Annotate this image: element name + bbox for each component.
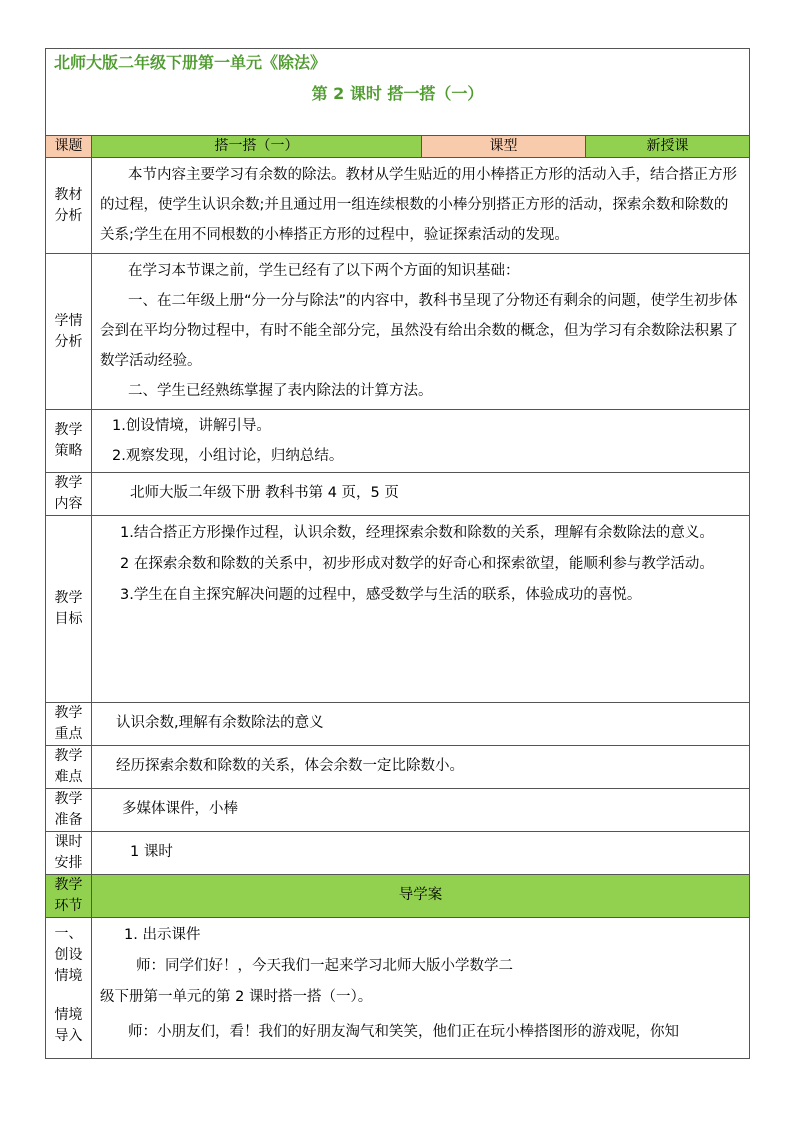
strategy-cell [92,410,750,473]
key-point-label: 教学重点 [46,703,92,746]
type-value: 新授课 [586,136,750,158]
preparation-text: 多媒体课件，小棒 [92,789,750,832]
strategy-item-2: 2.观察发现，小组讨论，归纳总结。 [112,448,344,464]
title-line-1: 北师大版二年级下册第一单元《除法》 [54,53,327,72]
step1-label [46,918,92,1059]
key-point-text: 认识余数,理解有余数除法的意义 [92,703,750,746]
step1-label-a: 一、创设情境 [54,926,83,984]
title-line-2: 第 2 课时 搭一搭（一） [311,84,484,104]
step1-line-3: 级下册第一单元的第 2 课时搭一搭（一）。 [100,989,373,1005]
step1-line-2: 师：同学们好！，今天我们一起来学习北师大版小学数学二 [136,958,513,974]
topic-label: 课题 [46,136,92,158]
learner-analysis [92,254,750,410]
material-analysis [92,158,750,254]
difficulty-text: 经历探索余数和除数的关系，体会余数一定比除数小。 [92,746,750,789]
step1-content [92,918,750,1059]
difficulty-label: 教学难点 [46,746,92,789]
content-text: 北师大版二年级下册 教科书第 4 页，5 页 [92,473,750,516]
topic-value: 搭一搭（一） [92,136,422,158]
goals-cell [92,516,750,703]
step1-line-4: 师：小朋友们，看！我们的好朋友淘气和笑笑，他们正在玩小棒搭图形的游戏呢，你知 [128,1024,679,1040]
goal-item-3: 3.学生在自主探究解决问题的过程中，感受数学与生活的联系，体验成功的喜悦。 [120,587,642,603]
learner-label: 学情分析 [46,254,92,410]
preparation-label: 教学准备 [46,789,92,832]
learner-paragraph-1: 在学习本节课之前，学生已经有了以下两个方面的知识基础： [128,263,520,279]
learner-paragraph-3: 二、学生已经熟练掌握了表内除法的计算方法。 [128,383,433,399]
material-paragraph: 本节内容主要学习有余数的除法。教材从学生贴近的用小棒搭正方形的活动入手，结合搭正方形的过程，使学生认识余数;并且通过用一组连续根数的小棒分别搭正方形的活动，探索余数和除数的关系;学生在用不同根数的小棒搭正方形的过程中，验证探索活动的发现。 [100,167,737,243]
process-header: 导学案 [92,875,750,918]
material-label: 教材分析 [46,158,92,254]
strategy-item-1: 1.创设情境，讲解引导。 [112,418,271,434]
process-label: 教学环节 [46,875,92,918]
step1-label-b: 情境导入 [54,1007,83,1044]
step1-line-1: 1. 出示课件 [124,927,201,943]
type-label: 课型 [422,136,586,158]
schedule-text: 1 课时 [92,832,750,875]
goals-label: 教学目标 [46,516,92,703]
goal-item-1: 1.结合搭正方形操作过程，认识余数，经理探索余数和除数的关系，理解有余数除法的意义。 [120,525,714,541]
content-label: 教学内容 [46,473,92,516]
lesson-plan-table [45,48,750,1059]
strategy-label: 教学策略 [46,410,92,473]
learner-paragraph-2: 一、在二年级上册“分一分与除法”的内容中，教科书呈现了分物还有剩余的问题，使学生初步体会到在平均分物过程中，有时不能全部分完，虽然没有给出余数的概念，但为学习有余数除法积累了数学活动经验。 [100,293,738,369]
document-title [46,49,750,136]
goal-item-2: 2 在探索余数和除数的关系中，初步形成对数学的好奇心和探索欲望，能顺利参与教学活动。 [120,556,714,572]
schedule-label: 课时安排 [46,832,92,875]
